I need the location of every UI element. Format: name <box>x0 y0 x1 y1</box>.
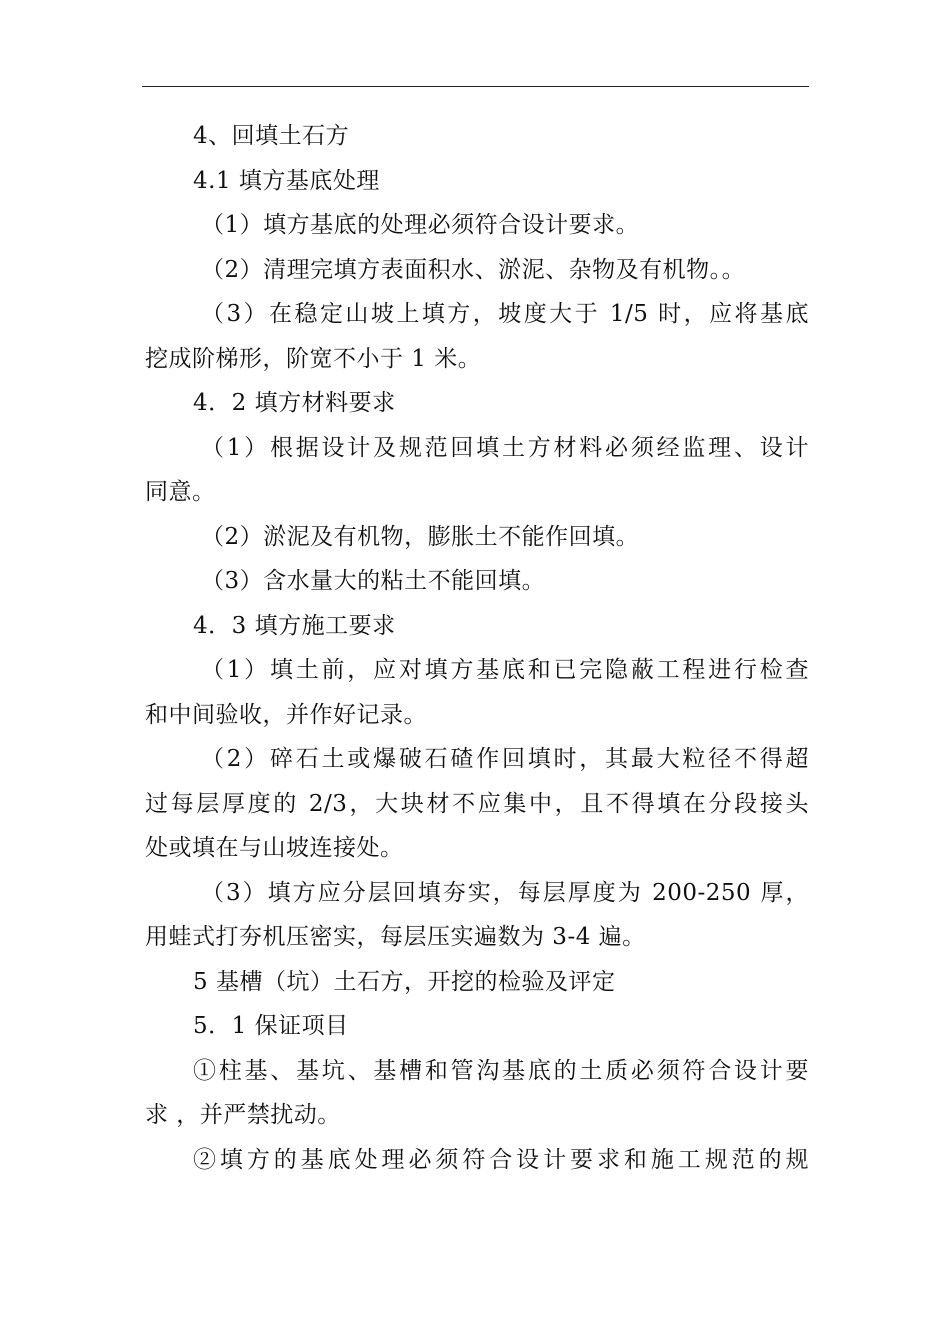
paragraph-line: （3）填方应分层回填夯实，每层厚度为 200-250 厚， <box>201 879 809 906</box>
paragraph-line: ②填方的基底处理必须符合设计要求和施工规范的规 <box>193 1146 809 1173</box>
paragraph-line: 挖成阶梯形，阶宽不小于 1 米。 <box>145 345 482 372</box>
paragraph-line: 求 ，并严禁扰动。 <box>145 1102 341 1128</box>
paragraph-line: 处或填在与山坡连接处。 <box>145 835 404 861</box>
subsection-heading: 4.1 填方基底处理 <box>193 167 380 194</box>
subsection-heading: 4．2 填方材料要求 <box>193 390 396 416</box>
header-rule <box>142 86 809 87</box>
paragraph-line: （2）清理完填方表面积水、淤泥、杂物及有机物。。 <box>201 256 746 283</box>
paragraph-line: 过每层厚度的 2/3，大块材不应集中，且不得填在分段接头 <box>145 790 809 817</box>
paragraph-line: ①柱基、基坑、基槽和管沟基底的土质必须符合设计要 <box>193 1057 809 1084</box>
section-heading: 5 基槽（坑）土石方，开挖的检验及评定 <box>193 968 616 995</box>
paragraph-line: （1）填土前，应对填方基底和已完隐蔽工程进行检查 <box>201 657 809 683</box>
paragraph-line: （1）填方基底的处理必须符合设计要求。 <box>201 212 640 238</box>
paragraph-line: （3）含水量大的粘土不能回填。 <box>201 568 546 594</box>
paragraph-line: （1）根据设计及规范回填土方材料必须经监理、设计 <box>201 434 809 461</box>
paragraph-line: 和中间验收，并作好记录。 <box>145 701 427 728</box>
document-body <box>145 114 809 1182</box>
section-heading: 4、回填土石方 <box>193 123 350 149</box>
subsection-heading: 4．3 填方施工要求 <box>193 612 396 639</box>
paragraph-line: （3）在稳定山坡上填方，坡度大于 1/5 时，应将基底 <box>201 301 809 327</box>
paragraph-line: （2）淤泥及有机物，膨胀土不能作回填。 <box>201 523 640 550</box>
subsection-heading: 5．1 保证项目 <box>193 1013 349 1039</box>
paragraph-line: （2）碎石土或爆破石碴作回填时，其最大粒径不得超 <box>201 746 809 772</box>
paragraph-line: 同意。 <box>145 479 216 505</box>
paragraph-line: 用蛙式打夯机压密实，每层压实遍数为 3-4 遍。 <box>145 924 646 950</box>
